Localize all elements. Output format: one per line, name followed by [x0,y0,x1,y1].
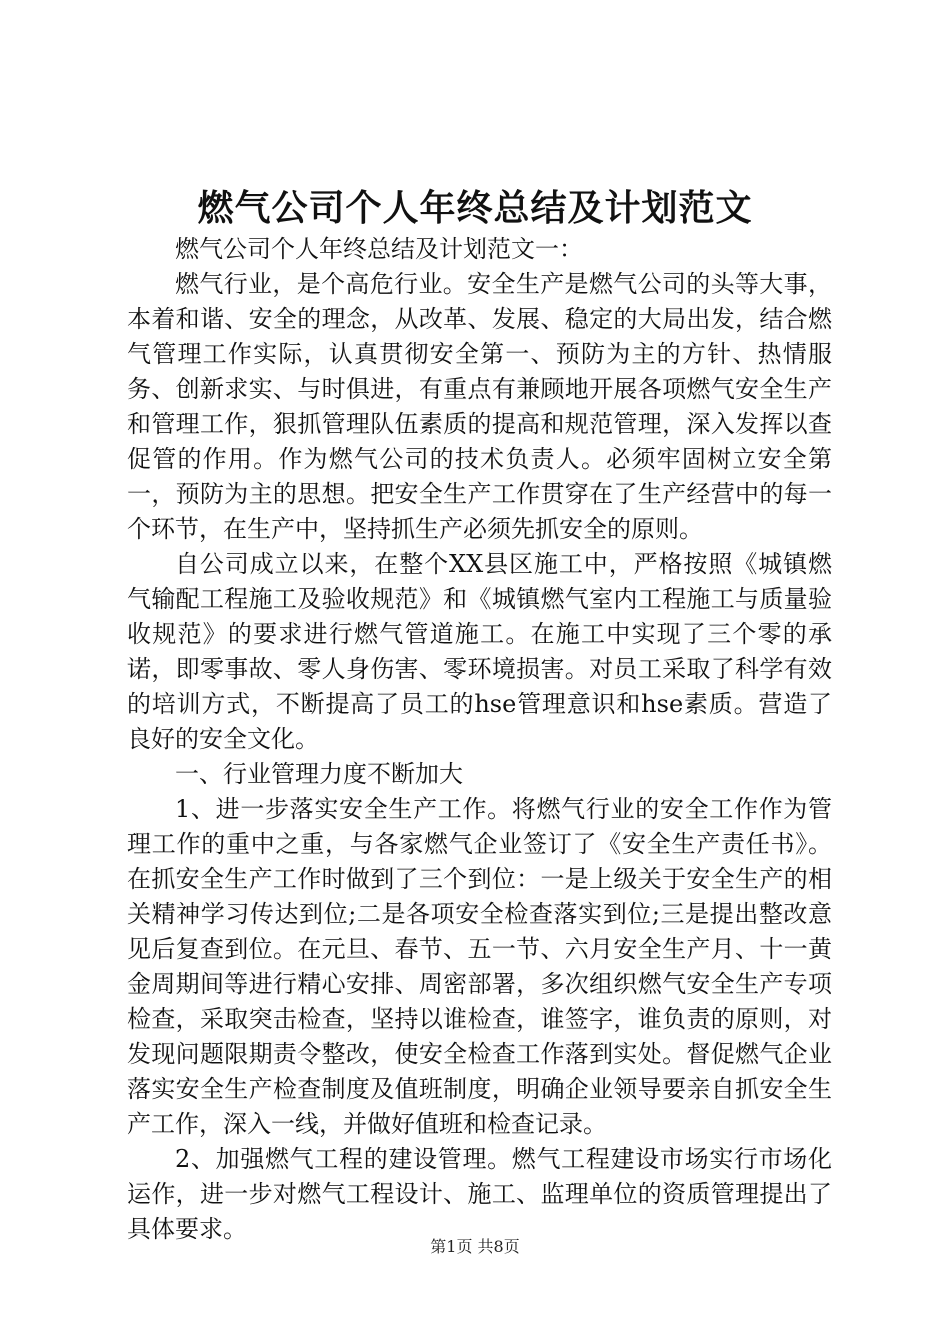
paragraph-construction: 自公司成立以来，在整个XX县区施工中，严格按照《城镇燃气输配工程施工及验收规范》和《城镇燃气室内工程施工与质量验收规范》的要求进行燃气管道施工。在施工中实现了三个零的承诺，即零事故、零人身伤害、零环境损害。对员工采取了科学有效的培训方式，不断提高了员工的hse管理意识和hse素质。营造了良好的安全文化。 [127,550,832,753]
paragraph-item-2: 2、加强燃气工程的建设管理。燃气工程建设市场实行市场化运作，进一步对燃气工程设计、施工、监理单位的资质管理提出了具体要求。 [127,1145,832,1243]
paragraph-intro: 燃气公司个人年终总结及计划范文一： [175,235,583,263]
document-body [127,232,832,1247]
paragraph-industry: 燃气行业，是个高危行业。安全生产是燃气公司的头等大事，本着和谐、安全的理念，从改革、发展、稳定的大局出发，结合燃气管理工作实际，认真贯彻安全第一、预防为主的方针、热情服务、创新求实、与时俱进，有重点有兼顾地开展各项燃气安全生产和管理工作，狠抓管理队伍素质的提高和规范管理，深入发挥以查促管的作用。作为燃气公司的技术负责人。必须牢固树立安全第一，预防为主的思想。把安全生产工作贯穿在了生产经营中的每一个环节，在生产中，坚持抓生产必须先抓安全的原则。 [127,270,832,543]
paragraph-item-1: 1、进一步落实安全生产工作。将燃气行业的安全工作作为管理工作的重中之重，与各家燃气企业签订了《安全生产责任书》。在抓安全生产工作时做到了三个到位：一是上级关于安全生产的相关精神学习传达到位;二是各项安全检查落实到位;三是提出整改意见后复查到位。在元旦、春节、五一节、六月安全生产月、十一黄金周期间等进行精心安排、周密部署，多次组织燃气安全生产专项检查，采取突击检查，坚持以谁检查，谁签字，谁负责的原则，对发现问题限期责令整改，使安全检查工作落到实处。督促燃气企业落实安全生产检查制度及值班制度，明确企业领导要亲自抓安全生产工作，深入一线，并做好值班和检查记录。 [127,795,832,1138]
section-heading: 一、行业管理力度不断加大 [175,760,463,788]
document-title: 燃气公司个人年终总结及计划范文 [197,187,753,229]
page-footer: 第1页 共8页 [430,1237,520,1256]
